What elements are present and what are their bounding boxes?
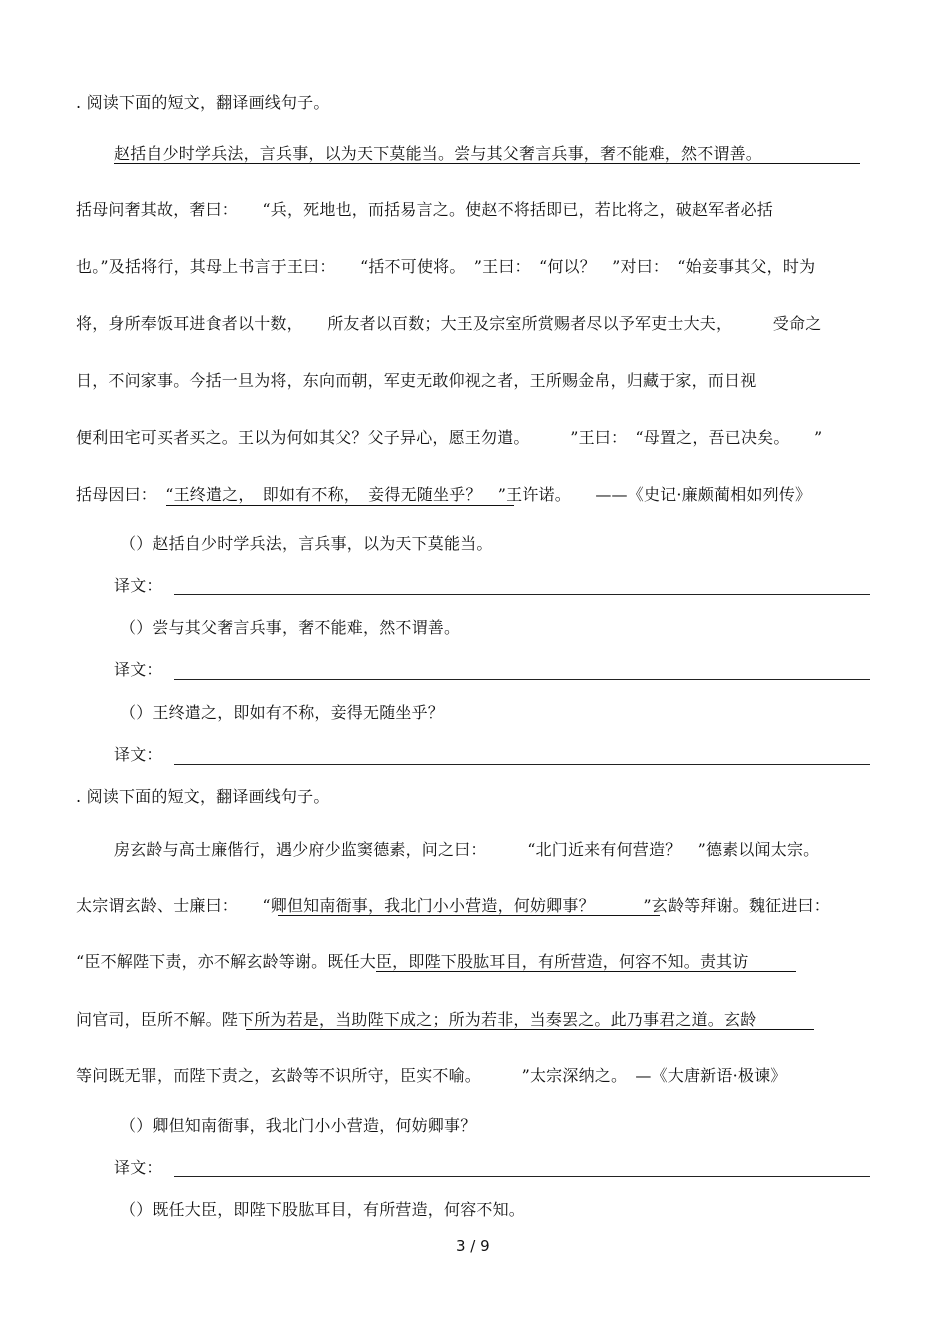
question1-1: （）赵括自少时学兵法，言兵事，以为天下莫能当。: [120, 534, 493, 553]
question2-1: （）卿但知南衙事，我北门小小营造，何妨卿事？: [120, 1116, 477, 1135]
answer-label-1-3: 译文：: [114, 745, 163, 764]
answer-line-1-2[interactable]: [174, 679, 870, 680]
answer-label-1-1: 译文：: [114, 576, 163, 595]
passage2-line-5: 等问既无罪，而陛下责之，玄龄等不识所守，臣实不喻。 ”太宗深纳之。 —《大唐新语·极谏》: [76, 1066, 787, 1085]
answer-line-1-3[interactable]: [174, 764, 870, 765]
question1-2: （）尝与其父奢言兵事，奢不能难，然不谓善。: [120, 618, 461, 637]
passage2-line-3: “臣不解陛下责，亦不解玄龄等谢。既任大臣，即陛下股肱耳目，有所营造，何容不知。责其访: [76, 952, 749, 971]
passage2-line-4: 问官司，臣所不解。陛下所为若是，当助陛下成之；所为若非，当奏罢之。此乃事君之道。玄龄: [76, 1010, 757, 1029]
passage2-line-2: 太宗谓玄龄、士廉曰： “卿但知南衙事，我北门小小营造，何妨卿事？ ”玄龄等拜谢。魏征进曰：: [76, 896, 830, 915]
answer-line-2-1[interactable]: [174, 1176, 870, 1177]
question2-2: （）既任大臣，即陛下股肱耳目，有所营造，何容不知。: [120, 1200, 526, 1219]
question1-3: （）王终遣之，即如有不称，妾得无随坐乎？: [120, 703, 445, 722]
answer-line-1-1[interactable]: [174, 594, 870, 595]
page-number: 3 / 9: [456, 1237, 490, 1255]
passage1-underline-7: [166, 505, 514, 506]
passage2-underline-3: [376, 971, 796, 972]
passage2-underline-4: [246, 1029, 814, 1030]
passage2-line-1: 房玄龄与高士廉偕行，遇少府少监窦德素，问之曰： “北门近来有何营造？ ”德素以闻太宗。: [114, 840, 820, 859]
passage1-underline-1: [114, 163, 860, 164]
answer-label-1-2: 译文：: [114, 660, 163, 679]
passage1-line-2: 括母问奢其故，奢曰： “兵，死地也，而括易言之。使赵不将括即已，若比将之，破赵军者必括: [76, 200, 773, 219]
section2-heading: . 阅读下面的短文，翻译画线句子。: [76, 787, 330, 806]
passage1-line-3: 也。”及括将行，其母上书言于王曰： “括不可使将。 ”王曰： “何以？ ”对曰： “始妾事其父，时为: [76, 257, 816, 276]
passage1-line-6: 便利田宅可买者买之。王以为何如其父？父子异心，愿王勿遣。 ”王曰： “母置之，吾已决矣。 ”: [76, 428, 823, 447]
passage1-line-4: 将，身所奉饭耳进食者以十数， 所友者以百数；大王及宗室所赏赐者尽以予军吏士大夫， 受命之: [76, 314, 822, 333]
passage1-line-7: 括母因曰： “王终遣之， 即如有不称， 妾得无随坐乎？ ”王许诺。 ——《史记·廉颇蔺相如列传》: [76, 485, 812, 504]
passage1-line-5: 日，不问家事。今括一旦为将，东向而朝，军吏无敢仰视之者，王所赐金帛，归藏于家，而日视: [76, 371, 757, 390]
passage1-line-1: 赵括自少时学兵法，言兵事，以为天下莫能当。尝与其父奢言兵事，奢不能难，然不谓善。: [114, 144, 763, 163]
section1-heading: . 阅读下面的短文，翻译画线句子。: [76, 93, 330, 112]
passage2-underline-2: [278, 915, 660, 916]
answer-label-2-1: 译文：: [114, 1158, 163, 1177]
